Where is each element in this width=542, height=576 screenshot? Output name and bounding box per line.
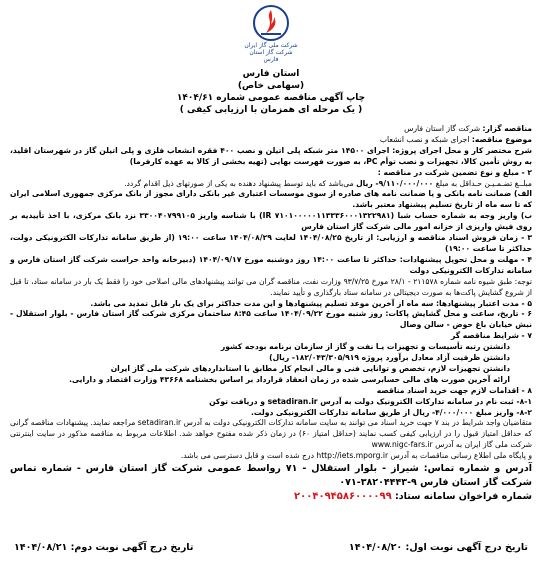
ad-number-line: [10, 490, 532, 504]
guarantee-text-b: می‌باشد که باید توسط پیشنهاد دهنده به یکی از صورتهای ذیل اقدام گردد.: [124, 178, 357, 188]
guarantee-amount-line: [10, 179, 532, 190]
project-description: شرح مختصر کار و محل اجرای پروژه: اجرای ۱۴۵۰۰ متر شبکه پلی اتیلن و نصب ۴۰۰ فقره انشعاب فلزی و پلی اتیلن گاز در شهرستان اقلید، به روش تأمین کالا، تجهیزات و نصب توأم PC، به صورت فهرست بهایی (تهیه بخشی از کالا به عهده کارفرما): [10, 145, 532, 166]
tender-stage: ( یک مرحله ای همزمان با ارزیابی کیفی ): [179, 105, 363, 115]
info-note-2: و پایگاه ملی اطلاع رسانی مناقصات به آدرس http://iets.mporg.ir درج شده است و قابل دسترسی می باشد.: [180, 451, 532, 461]
list-item: ۸-۲- واریز مبلغ ۴/۰۰۰/۰۰۰- ریال از طریق سامانه تدارکات الکترونیکی دولت.: [250, 407, 532, 417]
notice-body: [10, 124, 532, 504]
list-item: ۸-۱- ثبت نام در سامانه تدارکات الکترونیک دولت به آدرس setadiran.ir و دریافت توکن: [209, 396, 532, 406]
notice-header: [0, 68, 542, 116]
guarantee-title: ۲ - مبلغ و نوع تضمین شرکت در مناقصه :: [377, 167, 532, 177]
logo-text-1: شرکت ملی گاز ایران: [244, 42, 298, 49]
list-item: ارائه آخرین صورت های مالی حسابرسی شده در زمان انعقاد قرارداد بر اساس بخشنامه ۴۳۶۶۸ وزارت اقتصاد و دارایی.: [69, 374, 510, 384]
info-note: متقاضیان واجد شرایط در بند ۷ جهت خرید اسناد می توانند به سایت سامانه تدارکات الکترونیکی دولت به آدرس setadiran.ir مراجعه نمایند. پیشنهادات مناقصه گرانی که حداقل امتیاز قبول را در ارزیابی کیفی کسب نمایند (حداقل امتیاز ۶۰) در زمان ذکر شده مفتوح خواهد شد. اطلاعات مربوط به مناقصه مذکور در سایت اینترنتی شرکت ملی گاز ایران به آدرس www.nigc-fars.ir: [10, 418, 532, 450]
opening-session: ۶ - تاریخ، ساعت و محل گشایش پاکات: روز شنبه مورخ ۱۴۰۴/۰۹/۲۲ ساعت ۸:۴۵ ساختمان مرکزی شرکت گاز استان فارس - بلوار استقلال - نبش خیابان باغ حوض - سالن وصال: [10, 309, 532, 330]
organizer-value: شرکت گاز استان فارس: [404, 124, 483, 133]
organizer-line: [10, 124, 532, 135]
tender-number: چاپ آگهی مناقصه عمومی شماره ۱۴۰۴/۶۱: [176, 93, 366, 103]
contact-info: آدرس و شماره تماس: شیراز - بلوار استقلال - ۷۱ رواسط عمومی شرکت گاز استان فارس - شماره تماس شرکت گاز استان فارس ۹-۳۸۲۰۴۴۴۳-۰۷۱: [10, 463, 532, 489]
list-item: دانشتن تجهیزات لازم، تخصص و توانایی فنی و مالی انجام کار مطابق با استانداردهای شرکت ملی گاز ایران: [110, 363, 510, 373]
list-item: دانشتن ظرفیت آزاد معادل برآورد پروژه ۱۸۲/۰۴۳/۳۰۵/۹۱۹- ریال): [269, 353, 510, 363]
submission-note: توجه: طبق شیوه نامه شماره ۲۱۱۵۷۸ - ۲۸/۱ مورخ ۹۳/۷/۲۵ وزارت نفت، مناقصه گران می توانند پیشنهادهای مالی اصلاحی خود را فقط یک بار در سامانه ستاد، تا قبل از شروع گشایش پاکت‌ها به صورت دیجیتالی در سامانه ستاد بارگذاری و تأیید نمایند.: [10, 276, 532, 297]
guarantee-option-b: ب) واریز وجه به شماره حساب شبا (IR ۷۱۰۱۰۰۰۰۰۱۱۳۳۳۶۰۰۰۱۳۲۲۹۸۱) با شناسه واریز ۳۳۰۰۴۰۷۹۹۱۰۵ نزد بانک مرکزی، با اخذ تأییدیه بر روی فیش واریزی از خزانه امور مالی شرکت گاز استان فارس: [10, 211, 532, 232]
guarantee-option-a: الف) ضمانت نامه بانکی و یا ضمانت نامه های صادره از سوی موسسات اعتباری غیر بانکی دارای مجوز از بانک مرکزی جمهوری اسلامی ایران که تا سه ماه از تاریخ تسلیم پیشنهاد معتبر باشد.: [10, 189, 532, 210]
ad-number-value: ۲۰۰۴۰۹۴۵۸۶۰۰۰۰۹۹: [294, 491, 392, 503]
submission-deadline: ۴ - مهلت و محل تحویل پیشنهادات: حداکثر تا ساعت ۱۴:۰۰ روز دوشنبه مورخ ۱۴۰۴/۰۹/۱۷ (دبیرخانه واحد حراست شرکت گاز استان فارس و سامانه تدارکات الکترونیکی دولت: [10, 254, 532, 275]
bidder-conditions-title: ۷ - شرایط مناقصه گر: [451, 331, 532, 341]
province-title: استان فارس: [242, 69, 300, 79]
subject-value: اجرای شبکه و نصب انشعاب: [379, 134, 472, 144]
subject-line: [10, 135, 532, 146]
bidder-conditions-list: [10, 342, 532, 386]
subject-label: موضوع مناقصه:: [471, 134, 532, 144]
company-logo: [241, 4, 301, 64]
gas-flame-icon: [252, 4, 290, 42]
validity-period: ۵ - مدت اعتبار پیشنهادها: سه ماه از آخرین موعد تسلیم پیشنهادها و این مدت حداکثر برای یک بار قابل تمدید می باشد.: [90, 298, 532, 308]
guarantee-text-a: مبلــغ تضـمـیـن حـداقل به مبلغ: [433, 178, 532, 188]
sale-period: ۳ - زمان فروش اسناد مناقصه و ارزیابی: از تاریخ ۱۴۰۴/۰۸/۲۵ لغایت ۱۴۰۴/۰۸/۲۹ ساعت ۱۹:۰۰ (از طریق سامانه تدارکات الکترونیکی دولت، حداکثر تا ساعت ۱۹:۰۰): [10, 233, 532, 253]
first-publication-date: تاریخ درج آگهی نوبت اول: ۱۴۰۴/۰۸/۲۰: [348, 542, 528, 553]
list-item: دانشتن رتبه تأسیسات و تجهیزات یـا نفت و گاز از سازمان برنامه بودجه کشور: [220, 342, 510, 352]
publication-dates: [14, 542, 528, 553]
organizer-label: مناقصه گزار:: [482, 124, 532, 133]
company-type: (سهامی خاص): [237, 81, 305, 91]
purchase-steps-title: ۸ - اقدامات لازم جهت خرید اسناد مناقصه: [376, 385, 532, 395]
second-publication-date: تاریخ درج آگهی نوبت دوم: ۱۴۰۴/۰۸/۲۱: [14, 542, 194, 553]
ad-number-label: شماره فراخوان سامانه ستاد:: [391, 491, 532, 503]
logo-text-2: شرکت گاز استان فارس: [249, 49, 293, 63]
guarantee-amount: ۹/۱۱۰/۰۰۰/۰۰۰- ریال: [356, 178, 434, 188]
